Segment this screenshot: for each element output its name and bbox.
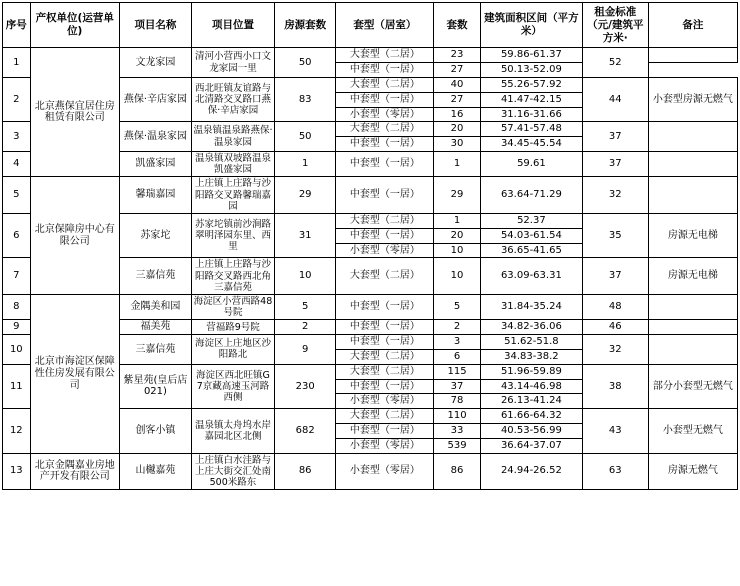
cell-type-count: 10 xyxy=(434,243,481,258)
cell-area-range: 31.16-31.66 xyxy=(480,107,582,122)
header-unit-type: 套型（居室） xyxy=(336,3,434,48)
cell-type-count: 16 xyxy=(434,107,481,122)
cell-unit-count: 682 xyxy=(274,409,336,453)
cell-unit-type: 中套型（一居） xyxy=(336,137,434,152)
cell-seq: 2 xyxy=(3,77,31,121)
cell-type-count: 29 xyxy=(434,177,481,214)
cell-remark: 房源无电梯 xyxy=(648,258,737,295)
cell-rent-standard: 32 xyxy=(582,335,648,365)
cell-type-count: 30 xyxy=(434,137,481,152)
cell-type-count: 40 xyxy=(434,77,481,92)
cell-unit-type: 大套型（二居） xyxy=(336,48,434,63)
cell-project-location: 西北旺镇友谊路与北清路交叉路口燕保·辛店家园 xyxy=(192,77,275,121)
cell-unit-type: 小套型（零居） xyxy=(336,243,434,258)
cell-type-count: 115 xyxy=(434,364,481,379)
cell-remark: 部分小套型无燃气 xyxy=(648,364,737,408)
cell-project-location: 上庄镇白水洼路与上庄大街交汇处南500米路东 xyxy=(192,453,275,490)
cell-seq: 11 xyxy=(3,364,31,408)
cell-rent-standard: 63 xyxy=(582,453,648,490)
cell-unit-type: 大套型（二居） xyxy=(336,77,434,92)
header-seq: 序号 xyxy=(3,3,31,48)
cell-project-name: 三嘉信苑 xyxy=(119,335,191,365)
cell-unit-count: 5 xyxy=(274,294,336,319)
cell-project-name: 山樾嘉苑 xyxy=(119,453,191,490)
cell-owner: 北京保障房中心有限公司 xyxy=(30,177,119,295)
cell-type-count: 27 xyxy=(434,92,481,107)
cell-area-range: 34.82-36.06 xyxy=(480,320,582,335)
cell-seq: 5 xyxy=(3,177,31,214)
cell-owner: 北京燕保宜居住房租赁有限公司 xyxy=(30,48,119,177)
header-remark: 备注 xyxy=(648,3,737,48)
cell-type-count: 1 xyxy=(434,151,481,176)
cell-unit-type: 大套型（二居） xyxy=(336,258,434,295)
cell-remark xyxy=(648,335,737,365)
cell-unit-type: 中套型（一居） xyxy=(336,92,434,107)
cell-remark xyxy=(648,294,737,319)
cell-area-range: 57.41-57.48 xyxy=(480,122,582,137)
cell-area-range: 52.37 xyxy=(480,213,582,228)
cell-type-count: 110 xyxy=(434,409,481,424)
cell-remark: 小套型房源无燃气 xyxy=(648,77,737,121)
table-row xyxy=(3,294,738,319)
cell-remark: 房源无电梯 xyxy=(648,213,737,257)
cell-type-count: 37 xyxy=(434,379,481,394)
cell-type-count: 539 xyxy=(434,438,481,453)
housing-listing-table-page xyxy=(0,2,740,586)
cell-unit-type: 中套型（一居） xyxy=(336,379,434,394)
cell-project-name: 凯盛家园 xyxy=(119,151,191,176)
cell-area-range: 36.65-41.65 xyxy=(480,243,582,258)
cell-type-count: 23 xyxy=(434,48,481,63)
cell-project-name: 金隅美和园 xyxy=(119,294,191,319)
cell-project-name: 燕保·辛店家园 xyxy=(119,77,191,121)
cell-project-location: 上庄镇上庄路与沙阳路交叉路西北角三嘉信苑 xyxy=(192,258,275,295)
cell-unit-count: 50 xyxy=(274,48,336,78)
cell-type-count: 10 xyxy=(434,258,481,295)
cell-unit-type: 中套型（一居） xyxy=(336,294,434,319)
cell-unit-type: 中套型（一居） xyxy=(336,63,434,78)
cell-unit-type: 大套型（二居） xyxy=(336,349,434,364)
cell-project-name: 福美苑 xyxy=(119,320,191,335)
cell-area-range: 61.66-64.32 xyxy=(480,409,582,424)
cell-type-count: 86 xyxy=(434,453,481,490)
cell-rent-standard: 38 xyxy=(582,364,648,408)
cell-unit-count: 83 xyxy=(274,77,336,121)
table-header xyxy=(3,3,738,48)
cell-seq: 7 xyxy=(3,258,31,295)
header-area-range: 建筑面积区间（平方米） xyxy=(480,3,582,48)
cell-unit-type: 小套型（零居） xyxy=(336,438,434,453)
cell-area-range: 59.61 xyxy=(480,151,582,176)
cell-rent-standard: 37 xyxy=(582,258,648,295)
cell-type-count: 78 xyxy=(434,394,481,409)
cell-project-name: 文龙家园 xyxy=(119,48,191,78)
cell-rent-standard: 32 xyxy=(582,177,648,214)
cell-type-count: 3 xyxy=(434,335,481,350)
cell-remark xyxy=(648,48,737,63)
cell-rent-standard: 52 xyxy=(582,48,648,78)
cell-owner: 北京市海淀区保障性住房发展有限公司 xyxy=(30,294,119,453)
cell-remark xyxy=(648,122,737,152)
cell-project-location: 海淀区西北旺镇G7京藏高速玉河路西侧 xyxy=(192,364,275,408)
header-type-count: 套数 xyxy=(434,3,481,48)
cell-type-count: 20 xyxy=(434,122,481,137)
table-row xyxy=(3,453,738,490)
cell-project-location: 上庄镇上庄路与沙阳路交叉路馨瑞嘉园 xyxy=(192,177,275,214)
cell-area-range: 26.13-41.24 xyxy=(480,394,582,409)
cell-unit-type: 小套型（零居） xyxy=(336,107,434,122)
cell-unit-count: 2 xyxy=(274,320,336,335)
cell-rent-standard: 46 xyxy=(582,320,648,335)
cell-seq: 8 xyxy=(3,294,31,319)
cell-area-range: 31.84-35.24 xyxy=(480,294,582,319)
cell-seq: 3 xyxy=(3,122,31,152)
cell-area-range: 34.45-45.54 xyxy=(480,137,582,152)
cell-unit-count: 230 xyxy=(274,364,336,408)
table-row xyxy=(3,177,738,214)
cell-unit-type: 中套型（一居） xyxy=(336,335,434,350)
cell-project-location: 海淀区小营西路48号院 xyxy=(192,294,275,319)
cell-unit-type: 大套型（二居） xyxy=(336,122,434,137)
cell-project-location: 温泉镇太舟坞水岸嘉园北区北侧 xyxy=(192,409,275,453)
cell-seq: 9 xyxy=(3,320,31,335)
table-row xyxy=(3,48,738,63)
cell-remark xyxy=(648,177,737,214)
cell-type-count: 6 xyxy=(434,349,481,364)
cell-project-location: 苏家坨镇前沙涧路翠明泽园东里、西里 xyxy=(192,213,275,257)
cell-remark xyxy=(648,151,737,176)
header-rent-standard: 租金标准（元/建筑平方米· xyxy=(582,3,648,48)
cell-unit-type: 中套型（一居） xyxy=(336,320,434,335)
cell-area-range: 24.94-26.52 xyxy=(480,453,582,490)
cell-area-range: 41.47-42.15 xyxy=(480,92,582,107)
cell-unit-count: 86 xyxy=(274,453,336,490)
cell-unit-count: 31 xyxy=(274,213,336,257)
cell-area-range: 51.96-59.89 xyxy=(480,364,582,379)
cell-unit-type: 中套型（一居） xyxy=(336,177,434,214)
cell-seq: 12 xyxy=(3,409,31,453)
cell-unit-type: 小套型（零居） xyxy=(336,394,434,409)
cell-rent-standard: 43 xyxy=(582,409,648,453)
cell-project-location: 海淀区上庄地区沙阳路北 xyxy=(192,335,275,365)
cell-unit-type: 小套型（零居） xyxy=(336,453,434,490)
cell-unit-type: 中套型（一居） xyxy=(336,423,434,438)
cell-project-name: 创客小镇 xyxy=(119,409,191,453)
cell-area-range: 63.09-63.31 xyxy=(480,258,582,295)
cell-type-count: 20 xyxy=(434,228,481,243)
cell-unit-count: 50 xyxy=(274,122,336,152)
cell-type-count: 27 xyxy=(434,63,481,78)
cell-area-range: 51.62-51.8 xyxy=(480,335,582,350)
cell-rent-standard: 37 xyxy=(582,122,648,152)
cell-area-range: 55.26-57.92 xyxy=(480,77,582,92)
cell-seq: 1 xyxy=(3,48,31,78)
cell-remark: 小套型无燃气 xyxy=(648,409,737,453)
table-body xyxy=(3,48,738,490)
cell-area-range: 43.14-46.98 xyxy=(480,379,582,394)
cell-rent-standard: 44 xyxy=(582,77,648,121)
cell-unit-type: 大套型（二居） xyxy=(336,364,434,379)
cell-area-range: 36.64-37.07 xyxy=(480,438,582,453)
cell-unit-count: 10 xyxy=(274,258,336,295)
cell-project-name: 紫星苑(皇后店021) xyxy=(119,364,191,408)
cell-rent-standard: 37 xyxy=(582,151,648,176)
header-unit-count: 房源套数 xyxy=(274,3,336,48)
cell-seq: 13 xyxy=(3,453,31,490)
table-header-row xyxy=(3,3,738,48)
header-project-location: 项目位置 xyxy=(192,3,275,48)
header-project-name: 项目名称 xyxy=(119,3,191,48)
cell-area-range: 40.53-56.99 xyxy=(480,423,582,438)
cell-unit-type: 中套型（一居） xyxy=(336,151,434,176)
cell-type-count: 2 xyxy=(434,320,481,335)
cell-project-name: 三嘉信苑 xyxy=(119,258,191,295)
cell-type-count: 5 xyxy=(434,294,481,319)
cell-project-name: 苏家坨 xyxy=(119,213,191,257)
cell-project-location: 温泉镇双坡路温泉凯盛家园 xyxy=(192,151,275,176)
cell-type-count: 1 xyxy=(434,213,481,228)
cell-project-location: 营福路9号院 xyxy=(192,320,275,335)
cell-area-range: 54.03-61.54 xyxy=(480,228,582,243)
cell-project-location: 温泉镇温泉路燕保·温泉家园 xyxy=(192,122,275,152)
cell-project-location: 清河小营西小口文龙家园一里 xyxy=(192,48,275,78)
cell-unit-count: 1 xyxy=(274,151,336,176)
cell-area-range: 50.13-52.09 xyxy=(480,63,582,78)
cell-owner: 北京金隅嘉业房地产开发有限公司 xyxy=(30,453,119,490)
cell-unit-count: 29 xyxy=(274,177,336,214)
cell-seq: 4 xyxy=(3,151,31,176)
cell-unit-type: 大套型（二居） xyxy=(336,213,434,228)
cell-area-range: 63.64-71.29 xyxy=(480,177,582,214)
cell-area-range: 34.83-38.2 xyxy=(480,349,582,364)
cell-type-count: 33 xyxy=(434,423,481,438)
cell-area-range: 59.86-61.37 xyxy=(480,48,582,63)
cell-unit-type: 大套型（二居） xyxy=(336,409,434,424)
cell-rent-standard: 48 xyxy=(582,294,648,319)
cell-project-name: 燕保·温泉家园 xyxy=(119,122,191,152)
cell-seq: 6 xyxy=(3,213,31,257)
cell-remark: 房源无燃气 xyxy=(648,453,737,490)
cell-unit-type: 中套型（一居） xyxy=(336,228,434,243)
cell-unit-count: 9 xyxy=(274,335,336,365)
cell-remark xyxy=(648,320,737,335)
housing-listing-table xyxy=(2,2,738,490)
cell-seq: 10 xyxy=(3,335,31,365)
header-owner: 产权单位(运营单位) xyxy=(30,3,119,48)
cell-project-name: 馨瑞嘉园 xyxy=(119,177,191,214)
cell-rent-standard: 35 xyxy=(582,213,648,257)
